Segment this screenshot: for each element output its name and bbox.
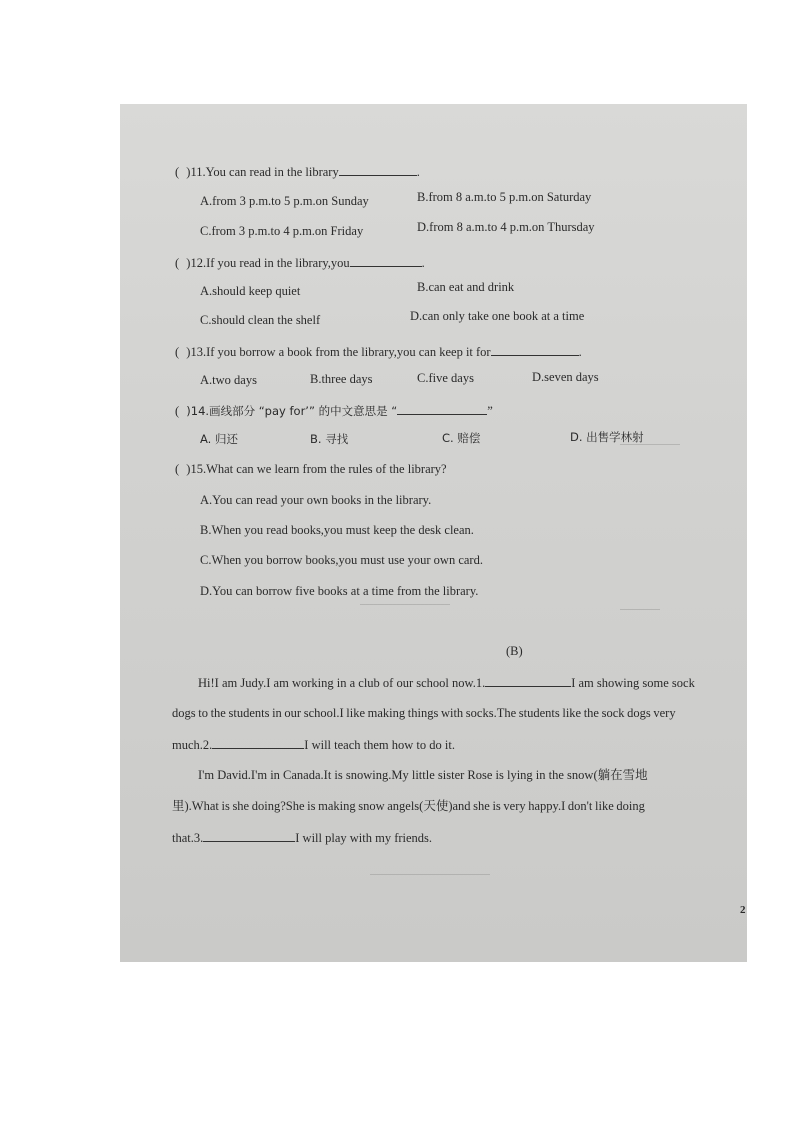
bleed-mark — [620, 609, 660, 610]
option-a: A.You can read your own books in the library. — [200, 493, 432, 507]
answer-paren: ( — [175, 345, 180, 359]
option-c: C. 赔偿 — [442, 431, 481, 445]
option-d: D.can only take one book at a time — [410, 309, 585, 323]
scanned-page-photo — [120, 104, 747, 962]
question-13: ( )13.If you borrow a book from the library,you can keep it for . — [175, 345, 582, 359]
option-a: A.from 3 p.m.to 5 p.m.on Sunday — [200, 194, 369, 208]
answer-paren: ( — [175, 256, 180, 270]
answer-blank-3 — [203, 829, 295, 842]
question-stem: )11.You can read in the library — [186, 165, 339, 179]
answer-paren: ( — [175, 165, 180, 179]
passage-line: dogs to the students in our school.I like making things with socks.The students like the sock dogs very — [172, 706, 676, 720]
question-stem: )15.What can we learn from the rules of the library? — [186, 462, 447, 476]
page-number: 2 — [740, 904, 746, 916]
section-heading: (B) — [506, 644, 523, 658]
option-b: B. 寻找 — [310, 432, 349, 446]
bleed-mark — [360, 604, 450, 605]
question-stem: )13.If you borrow a book from the library,you can keep it for — [186, 345, 491, 359]
passage-line: Hi!I am Judy.I am working in a club of our school now.1. I am showing some sock — [198, 676, 695, 690]
option-b: B.can eat and drink — [417, 280, 515, 294]
passage-line: I'm David.I'm in Canada.It is snowing.My little sister Rose is lying in the snow(躺在雪地 — [198, 768, 648, 782]
option-c: C.five days — [417, 371, 474, 385]
question-stem: )14.画线部分 “pay for’” 的中文意思是 “ — [186, 404, 398, 418]
bleed-mark — [370, 874, 490, 875]
answer-blank — [339, 163, 417, 176]
question-14: ( )14.画线部分 “pay for’” 的中文意思是 “ ” — [175, 404, 493, 418]
option-a: A.two days — [200, 373, 257, 387]
answer-blank — [491, 343, 579, 356]
question-12: ( )12.If you read in the library,you . — [175, 256, 425, 270]
answer-paren: ( — [175, 462, 180, 476]
option-a: A.should keep quiet — [200, 284, 301, 298]
option-b: B.from 8 a.m.to 5 p.m.on Saturday — [417, 190, 592, 204]
answer-blank-1 — [485, 674, 571, 687]
option-d: D.from 8 a.m.to 4 p.m.on Thursday — [417, 220, 595, 234]
answer-blank-2 — [212, 736, 304, 749]
question-stem: )12.If you read in the library,you — [186, 256, 350, 270]
passage-line: that.3. I will play with my friends. — [172, 831, 433, 845]
option-c: C.from 3 p.m.to 4 p.m.on Friday — [200, 224, 364, 238]
passage-line: 里).What is she doing?She is making snow angels(天使)and she is very happy.I don't like doing — [172, 799, 645, 813]
answer-blank — [397, 402, 487, 415]
option-b: B.When you read books,you must keep the desk clean. — [200, 523, 474, 537]
question-15 — [175, 461, 447, 477]
option-d: D.You can borrow five books at a time from the library. — [200, 584, 479, 598]
answer-blank — [350, 254, 422, 267]
option-d: D. 出售学林射 — [570, 430, 644, 444]
option-d: D.seven days — [532, 370, 599, 384]
answer-paren: ( — [175, 404, 180, 418]
option-b: B.three days — [310, 372, 373, 386]
passage-line: much.2. I will teach them how to do it. — [172, 738, 455, 752]
option-a: A. 归还 — [200, 432, 238, 446]
option-c: C.When you borrow books,you must use your own card. — [200, 553, 483, 567]
option-c: C.should clean the shelf — [200, 313, 321, 327]
question-11: ( )11.You can read in the library . — [175, 165, 420, 179]
